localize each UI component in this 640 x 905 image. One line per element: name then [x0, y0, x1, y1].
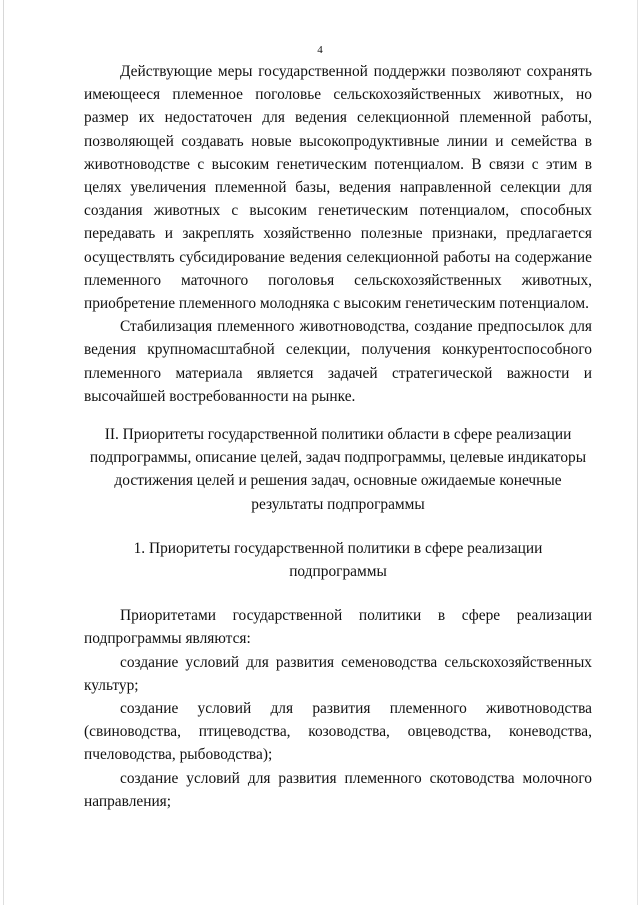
priority-item-dairy-cattle: создание условий для развития племенного скотоводства молочного направления; — [84, 769, 592, 810]
priorities-intro: Приоритетами государственной политики в сфере реализации подпрограммы являются: — [84, 607, 592, 648]
page-number: 4 — [317, 44, 323, 56]
scan-edge-right — [637, 0, 638, 905]
scan-edge-left — [3, 0, 4, 905]
priority-item-seed-growing: создание условий для развития семеноводства сельскохозяйственных культур; — [84, 653, 592, 694]
body-paragraph-support-measures: Действующие меры государственной поддержки позволяют сохранять имеющееся племенное поголовье сельскохозяйственных животных, но размер их недостаточен для ведения селекционной племенной работы, позволяющей создавать новые высокопродуктивные линии и семейства в животноводстве с высоким генетическим потенциалом. В связи с этим в целях увеличения племенной базы, ведения направленной селекции для создания животных с высоким генетическим потенциалом, способных передавать и закреплять хозяйственно полезные признаки, предлагается осуществлять субсидирование ведения селекционной работы на содержание племенного маточного поголовья сельскохозяйственных животных, приобретение племенного молодняка с высоким генетическим потенциалом. — [84, 63, 592, 313]
body-paragraph-stabilization: Стабилизация племенного животноводства, создание предпосылок для ведения крупномасштабной селекции, получения конкурентоспособного племенного материала является задачей стратегической важности и высочайшей востребованности на рынке. — [84, 318, 592, 405]
section-heading: II. Приоритеты государственной политики области в сфере реализации подпрограммы, описание целей, задач подпрограммы, целевые индикаторы достижения целей и решения задач, основные ожидаемые конечные результаты подпрограммы — [89, 426, 587, 513]
document-body — [84, 60, 592, 813]
subsection-heading: 1. Приоритеты государственной политики в сфере реализации подпрограммы — [133, 539, 543, 581]
priority-item-livestock-breeding: создание условий для развития племенного животноводства (свиноводства, птицеводства, козоводства, овцеводства, коневодства, пчеловодства, рыбоводства); — [84, 700, 592, 764]
